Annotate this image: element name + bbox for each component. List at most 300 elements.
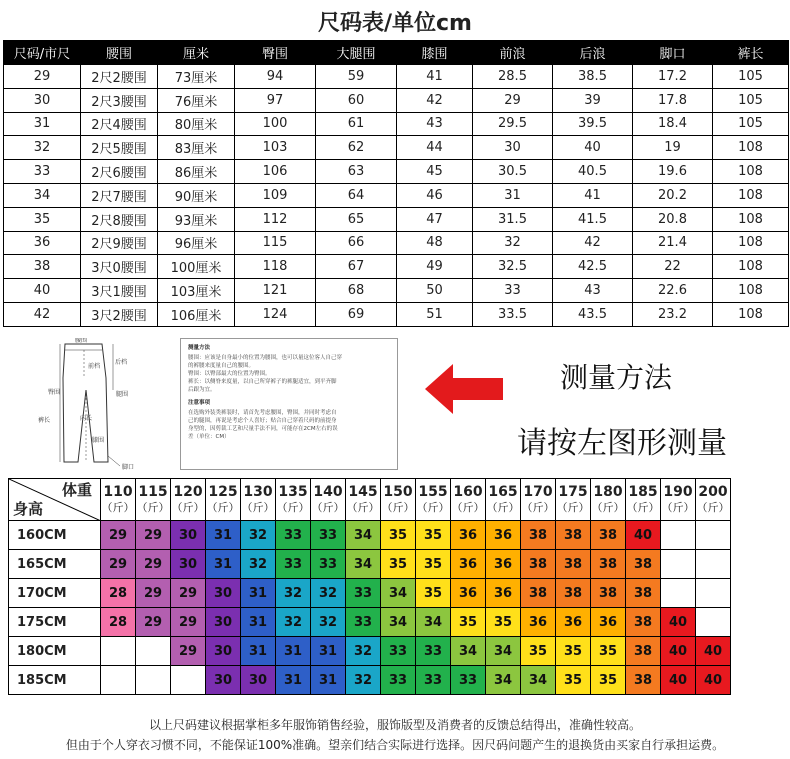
- weight-header: [311, 479, 346, 521]
- measure-diagram: [20, 338, 400, 473]
- size-cell: 49: [397, 255, 473, 279]
- corner-weight: 体重: [61, 481, 92, 499]
- pants-diagram: [20, 338, 170, 473]
- weight-unit: （斤）: [626, 500, 660, 514]
- size-grid-cell: 32: [346, 666, 381, 695]
- size-grid-cell: 32: [346, 637, 381, 666]
- size-grid-cell: [696, 550, 731, 579]
- size-cell: 100厘米: [158, 255, 235, 279]
- size-grid-cell: [136, 666, 171, 695]
- weight-value: 140: [313, 483, 343, 500]
- size-grid-cell: 31: [206, 521, 241, 550]
- size-grid-cell: 36: [451, 579, 486, 608]
- size-row: [4, 207, 789, 231]
- size-grid-cell: 38: [521, 550, 556, 579]
- size-cell: 67: [316, 255, 397, 279]
- weight-unit: （斤）: [521, 500, 555, 514]
- card-line: 身型的，因剪裁工艺和尺量手法不同，可能存在2CM左右的误: [188, 426, 338, 432]
- size-cell: 32: [4, 136, 81, 160]
- size-header-cell: 大腿围: [316, 41, 397, 65]
- weight-header: [241, 479, 276, 521]
- size-grid-cell: 38: [556, 579, 591, 608]
- size-cell: 31: [4, 112, 81, 136]
- size-cell: 93厘米: [158, 207, 235, 231]
- size-cell: 51: [397, 302, 473, 326]
- size-cell: 31: [473, 183, 553, 207]
- size-grid-cell: 40: [661, 637, 696, 666]
- weight-value: 130: [243, 483, 273, 500]
- size-cell: 69: [316, 302, 397, 326]
- size-cell: 108: [713, 302, 789, 326]
- size-cell: 41: [553, 183, 633, 207]
- size-grid-cell: 31: [241, 579, 276, 608]
- label-hip: 臀围: [48, 389, 61, 396]
- size-grid-cell: 33: [416, 666, 451, 695]
- weight-unit: （斤）: [206, 500, 240, 514]
- size-cell: 44: [397, 136, 473, 160]
- size-cell: 73厘米: [158, 65, 235, 89]
- size-grid-cell: 30: [241, 666, 276, 695]
- size-cell: 64: [316, 183, 397, 207]
- size-cell: 124: [235, 302, 316, 326]
- weight-value: 185: [628, 483, 658, 500]
- weight-value: 155: [418, 483, 448, 500]
- measure-card: [180, 338, 398, 470]
- size-grid-cell: 35: [591, 666, 626, 695]
- size-cell: 40: [553, 136, 633, 160]
- grid-row: [9, 608, 731, 637]
- size-cell: 33.5: [473, 302, 553, 326]
- size-cell: 23.2: [633, 302, 713, 326]
- weight-value: 150: [383, 483, 413, 500]
- size-cell: 90厘米: [158, 183, 235, 207]
- size-header-cell: 裤长: [713, 41, 789, 65]
- weight-unit: （斤）: [416, 500, 450, 514]
- weight-unit: （斤）: [486, 500, 520, 514]
- weight-unit: （斤）: [241, 500, 275, 514]
- size-cell: 108: [713, 255, 789, 279]
- size-grid-cell: 29: [136, 550, 171, 579]
- size-grid-cell: 35: [416, 521, 451, 550]
- size-cell: 35: [4, 207, 81, 231]
- size-cell: 108: [713, 207, 789, 231]
- page-title: 尺码表/单位cm: [317, 11, 472, 36]
- size-cell: 29.5: [473, 112, 553, 136]
- size-cell: 22.6: [633, 279, 713, 303]
- size-cell: 19: [633, 136, 713, 160]
- size-cell: 103: [235, 136, 316, 160]
- size-cell: 105: [713, 65, 789, 89]
- size-grid-cell: 38: [591, 579, 626, 608]
- weight-value: 115: [138, 483, 168, 500]
- size-cell: 21.4: [633, 231, 713, 255]
- size-cell: 30: [4, 88, 81, 112]
- size-cell: 30: [473, 136, 553, 160]
- size-grid-cell: 35: [416, 579, 451, 608]
- size-cell: 2尺6腰围: [81, 160, 158, 184]
- height-label: 175CM: [9, 608, 101, 637]
- size-grid-cell: 30: [206, 666, 241, 695]
- size-grid-cell: 38: [556, 550, 591, 579]
- size-grid-cell: 36: [486, 550, 521, 579]
- size-grid-cell: [661, 550, 696, 579]
- size-grid-cell: 36: [486, 521, 521, 550]
- card-line: 臀围：以臀部最大的位置为臀围。: [188, 371, 271, 377]
- size-grid-cell: 33: [311, 550, 346, 579]
- weight-unit: （斤）: [346, 500, 380, 514]
- size-cell: 47: [397, 207, 473, 231]
- grid-row: [9, 579, 731, 608]
- size-grid-cell: 29: [171, 579, 206, 608]
- size-grid-cell: 34: [486, 666, 521, 695]
- size-grid-cell: 38: [626, 579, 661, 608]
- weight-value: 175: [558, 483, 588, 500]
- footer-line-2: 但由于个人穿衣习惯不同，不能保证100%准确。望亲们结合实际进行选择。因尺码问题产生的退换货由买家自行承担运费。: [65, 738, 725, 752]
- size-grid-cell: 38: [591, 521, 626, 550]
- weight-header: [591, 479, 626, 521]
- label-waist: 腰围: [75, 338, 88, 344]
- weight-value: 180: [593, 483, 623, 500]
- size-table: [3, 40, 789, 327]
- size-grid-cell: 34: [416, 608, 451, 637]
- size-cell: 105: [713, 112, 789, 136]
- size-grid-cell: 32: [311, 579, 346, 608]
- size-grid-cell: 31: [276, 637, 311, 666]
- size-grid-cell: 35: [521, 637, 556, 666]
- size-header-cell: 前浪: [473, 41, 553, 65]
- card-line: 在选购外装类裤装时，请首先考虑腰围，臀围，并同时考虑自: [188, 410, 337, 416]
- size-grid-cell: [696, 579, 731, 608]
- size-grid-cell: 36: [451, 550, 486, 579]
- size-grid-cell: 40: [696, 666, 731, 695]
- size-grid-cell: 33: [381, 666, 416, 695]
- weight-header: [171, 479, 206, 521]
- size-row: [4, 88, 789, 112]
- size-cell: 80厘米: [158, 112, 235, 136]
- size-cell: 43.5: [553, 302, 633, 326]
- label-back-rise: 后档: [115, 359, 128, 366]
- weight-unit: （斤）: [171, 500, 205, 514]
- size-cell: 33: [4, 160, 81, 184]
- size-grid-cell: 33: [311, 521, 346, 550]
- size-header-cell: 膝围: [397, 41, 473, 65]
- size-grid-cell: 32: [241, 550, 276, 579]
- size-grid-cell: [661, 521, 696, 550]
- size-header-cell: 尺码/市尺: [4, 41, 81, 65]
- size-grid-cell: 38: [626, 637, 661, 666]
- size-grid-cell: 33: [451, 666, 486, 695]
- size-grid-cell: 32: [241, 521, 276, 550]
- label-inseam: 内长: [80, 415, 93, 422]
- size-cell: 34: [4, 183, 81, 207]
- size-grid-cell: 33: [346, 608, 381, 637]
- size-cell: 20.2: [633, 183, 713, 207]
- size-cell: 33: [473, 279, 553, 303]
- size-cell: 38.5: [553, 65, 633, 89]
- size-grid-cell: 32: [276, 608, 311, 637]
- size-grid-cell: 31: [311, 666, 346, 695]
- size-cell: 115: [235, 231, 316, 255]
- weight-value: 110: [103, 483, 133, 500]
- card-line: 己的腿围，再说是考虑个人喜好；贴合自己穿着尺码的前提身: [188, 418, 337, 424]
- size-grid-cell: 32: [311, 608, 346, 637]
- size-cell: 39: [553, 88, 633, 112]
- weight-unit: （斤）: [276, 500, 310, 514]
- size-grid-cell: 40: [696, 637, 731, 666]
- size-cell: 100: [235, 112, 316, 136]
- height-label: 180CM: [9, 637, 101, 666]
- size-grid-cell: 29: [101, 550, 136, 579]
- size-grid-cell: 33: [416, 637, 451, 666]
- size-cell: 32.5: [473, 255, 553, 279]
- weight-unit: （斤）: [381, 500, 415, 514]
- size-grid-cell: 35: [381, 521, 416, 550]
- size-grid-cell: 38: [556, 521, 591, 550]
- card-line: 差（单位：CM）: [188, 434, 230, 440]
- size-cell: 2尺2腰围: [81, 65, 158, 89]
- size-grid-cell: 33: [276, 521, 311, 550]
- weight-value: 125: [208, 483, 238, 500]
- size-header-cell: 后浪: [553, 41, 633, 65]
- size-grid-cell: 29: [136, 608, 171, 637]
- size-cell: 39.5: [553, 112, 633, 136]
- size-grid-cell: 38: [626, 550, 661, 579]
- size-grid-cell: 35: [416, 550, 451, 579]
- size-cell: 109: [235, 183, 316, 207]
- weight-value: 135: [278, 483, 308, 500]
- size-cell: 118: [235, 255, 316, 279]
- size-cell: 106: [235, 160, 316, 184]
- size-grid-cell: 38: [626, 608, 661, 637]
- weight-value: 160: [453, 483, 483, 500]
- grid-row: [9, 637, 731, 666]
- size-grid-cell: 40: [661, 666, 696, 695]
- size-cell: 17.2: [633, 65, 713, 89]
- label-thigh: 腿围: [116, 391, 129, 398]
- size-grid-cell: 36: [521, 608, 556, 637]
- size-grid-cell: 40: [661, 608, 696, 637]
- size-cell: 46: [397, 183, 473, 207]
- size-cell: 106厘米: [158, 302, 235, 326]
- weight-header: [556, 479, 591, 521]
- card-line: 裤长：以侧脊来度量，以自己所穿裤子的裤腿适宜，到平齐脚: [188, 379, 337, 385]
- size-grid-cell: [136, 637, 171, 666]
- size-grid-cell: 35: [486, 608, 521, 637]
- size-cell: 103厘米: [158, 279, 235, 303]
- size-grid-cell: 34: [521, 666, 556, 695]
- size-cell: 65: [316, 207, 397, 231]
- size-cell: 3尺1腰围: [81, 279, 158, 303]
- size-cell: 3尺2腰围: [81, 302, 158, 326]
- size-grid-cell: 35: [556, 637, 591, 666]
- weight-header: [661, 479, 696, 521]
- weight-unit: （斤）: [101, 500, 135, 514]
- size-cell: 30.5: [473, 160, 553, 184]
- size-header-cell: 腰围: [81, 41, 158, 65]
- size-cell: 41: [397, 65, 473, 89]
- size-grid-cell: 38: [626, 666, 661, 695]
- weight-header: [346, 479, 381, 521]
- size-grid-cell: 30: [171, 521, 206, 550]
- left-arrow-icon: [425, 362, 505, 417]
- size-row: [4, 302, 789, 326]
- size-grid-cell: 34: [346, 550, 381, 579]
- card-line: 的裤腰来度量自己的腰围。: [188, 363, 255, 369]
- weight-header: [381, 479, 416, 521]
- size-cell: 83厘米: [158, 136, 235, 160]
- size-cell: 32: [473, 231, 553, 255]
- method-title: 测量方法: [188, 345, 211, 351]
- size-cell: 22: [633, 255, 713, 279]
- measure-title: 测量方法: [560, 361, 673, 394]
- size-row: [4, 279, 789, 303]
- weight-unit: （斤）: [451, 500, 485, 514]
- size-grid-cell: [696, 521, 731, 550]
- size-cell: 61: [316, 112, 397, 136]
- size-cell: 2尺4腰围: [81, 112, 158, 136]
- size-grid-cell: 38: [591, 550, 626, 579]
- size-cell: 59: [316, 65, 397, 89]
- weight-header: [101, 479, 136, 521]
- corner-height: 身高: [13, 500, 44, 518]
- size-grid-cell: 28: [101, 608, 136, 637]
- footer-line-1: 以上尺码建议根据掌柜多年服饰销售经验，服饰版型及消费者的反馈总结得出，准确性较高。: [148, 718, 641, 732]
- size-cell: 108: [713, 279, 789, 303]
- size-row: [4, 160, 789, 184]
- size-grid-cell: 34: [381, 608, 416, 637]
- size-cell: 38: [4, 255, 81, 279]
- weight-unit: （斤）: [591, 500, 625, 514]
- size-grid-cell: 33: [381, 637, 416, 666]
- size-cell: 42: [4, 302, 81, 326]
- weight-unit: （斤）: [311, 500, 345, 514]
- measure-subtitle: 请按左图形测量: [517, 426, 727, 461]
- size-grid-cell: 38: [521, 521, 556, 550]
- size-grid-cell: 35: [591, 637, 626, 666]
- size-grid-cell: 31: [241, 608, 276, 637]
- size-cell: 94: [235, 65, 316, 89]
- size-grid-cell: 29: [101, 521, 136, 550]
- size-grid-cell: [101, 666, 136, 695]
- size-grid-cell: 31: [276, 666, 311, 695]
- size-cell: 2尺3腰围: [81, 88, 158, 112]
- size-header-cell: 脚口: [633, 41, 713, 65]
- weight-header: [206, 479, 241, 521]
- size-grid-cell: 36: [556, 608, 591, 637]
- size-grid-cell: 31: [311, 637, 346, 666]
- size-cell: 50: [397, 279, 473, 303]
- label-front-rise: 前档: [88, 363, 101, 370]
- card-line: 腰围：应该是自身最小的位置为腰围，也可以量这位客人自己穿: [188, 355, 343, 361]
- size-cell: 43: [397, 112, 473, 136]
- weight-header: [136, 479, 171, 521]
- size-cell: 112: [235, 207, 316, 231]
- size-cell: 31.5: [473, 207, 553, 231]
- size-grid-cell: 29: [171, 608, 206, 637]
- size-grid-cell: 29: [136, 521, 171, 550]
- label-hem: 脚口: [122, 464, 135, 471]
- size-cell: 18.4: [633, 112, 713, 136]
- size-cell: 28.5: [473, 65, 553, 89]
- size-grid: [8, 478, 731, 695]
- size-header-cell: 厘米: [158, 41, 235, 65]
- size-row: [4, 136, 789, 160]
- size-cell: 17.8: [633, 88, 713, 112]
- size-row: [4, 183, 789, 207]
- weight-value: 200: [698, 483, 728, 500]
- size-cell: 36: [4, 231, 81, 255]
- size-grid-cell: 33: [346, 579, 381, 608]
- size-cell: 96厘米: [158, 231, 235, 255]
- height-label: 170CM: [9, 579, 101, 608]
- label-knee: 膝围: [92, 437, 105, 444]
- size-cell: 108: [713, 183, 789, 207]
- size-cell: 29: [473, 88, 553, 112]
- size-cell: 29: [4, 65, 81, 89]
- size-cell: 108: [713, 136, 789, 160]
- size-cell: 42.5: [553, 255, 633, 279]
- size-cell: 2尺9腰围: [81, 231, 158, 255]
- size-cell: 45: [397, 160, 473, 184]
- grid-row: [9, 666, 731, 695]
- size-grid-cell: [696, 608, 731, 637]
- size-cell: 60: [316, 88, 397, 112]
- height-label: 165CM: [9, 550, 101, 579]
- weight-unit: （斤）: [136, 500, 170, 514]
- size-cell: 20.8: [633, 207, 713, 231]
- size-cell: 42: [397, 88, 473, 112]
- size-cell: 86厘米: [158, 160, 235, 184]
- size-grid-cell: 32: [276, 579, 311, 608]
- weight-header: [486, 479, 521, 521]
- weight-value: 165: [488, 483, 518, 500]
- weight-unit: （斤）: [661, 500, 695, 514]
- size-grid-cell: 36: [591, 608, 626, 637]
- size-grid-cell: 36: [451, 521, 486, 550]
- size-cell: 48: [397, 231, 473, 255]
- size-cell: 40: [4, 279, 81, 303]
- size-row: [4, 112, 789, 136]
- weight-header: [416, 479, 451, 521]
- notes-title: 注意事项: [188, 400, 211, 406]
- grid-row: [9, 521, 731, 550]
- size-cell: 105: [713, 88, 789, 112]
- size-grid-cell: 30: [206, 608, 241, 637]
- weight-header: [626, 479, 661, 521]
- size-cell: 66: [316, 231, 397, 255]
- size-grid-cell: 31: [241, 637, 276, 666]
- size-cell: 108: [713, 231, 789, 255]
- size-grid-cell: 35: [381, 550, 416, 579]
- size-grid-cell: 30: [206, 637, 241, 666]
- size-grid-cell: 29: [171, 637, 206, 666]
- size-grid-cell: [171, 666, 206, 695]
- size-grid-cell: 30: [206, 579, 241, 608]
- weight-header: [451, 479, 486, 521]
- card-line: 后跟为宜。: [188, 387, 216, 393]
- weight-header: [276, 479, 311, 521]
- size-header-cell: 臀围: [235, 41, 316, 65]
- size-row: [4, 255, 789, 279]
- height-label: 160CM: [9, 521, 101, 550]
- weight-header: [521, 479, 556, 521]
- size-cell: 43: [553, 279, 633, 303]
- size-cell: 121: [235, 279, 316, 303]
- size-grid-cell: [661, 579, 696, 608]
- size-grid-cell: 29: [136, 579, 171, 608]
- size-grid-cell: [101, 637, 136, 666]
- size-row: [4, 65, 789, 89]
